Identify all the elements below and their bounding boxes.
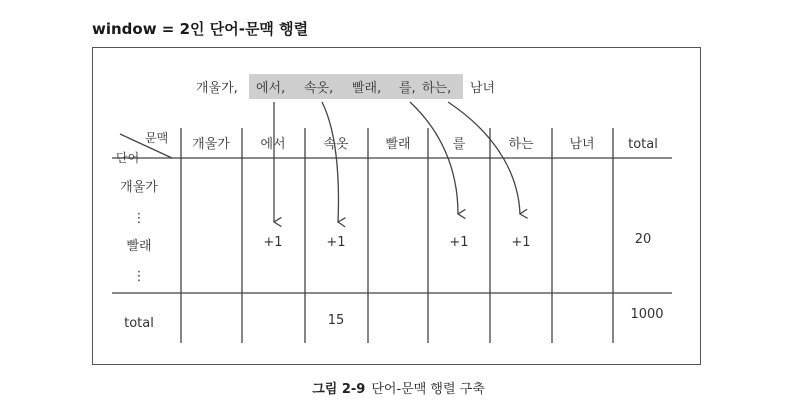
sentence-word: 빨래, — [352, 81, 382, 96]
grand-total-value: 1000 — [630, 307, 664, 322]
sentence-word: 를, — [399, 81, 416, 96]
sentence-word: 에서, — [256, 81, 286, 96]
caption-number: 그림 2-9 — [312, 382, 366, 397]
column-header: 에서 — [260, 137, 286, 152]
sentence-word: 하는, — [422, 81, 452, 96]
cooccurrence-cell: +1 — [511, 235, 531, 250]
sentence-word: 남녀 — [470, 81, 496, 96]
caption-text: 단어-문맥 행렬 구축 — [371, 382, 485, 397]
column-header: total — [628, 137, 658, 152]
column-header: 하는 — [508, 137, 534, 152]
column-header: 를 — [452, 137, 466, 152]
column-header: 빨래 — [385, 137, 411, 152]
corner-label-word: 단어 — [116, 151, 140, 165]
column-header: 남녀 — [569, 137, 595, 152]
corner-label-context: 문맥 — [145, 131, 169, 145]
total-row-label: total — [124, 316, 154, 331]
row-label: ⋮ — [132, 269, 146, 284]
cooccurrence-cell: +1 — [326, 235, 346, 250]
row-total-value: 20 — [634, 232, 652, 247]
column-header: 개울가 — [192, 137, 230, 152]
column-header: 속옷 — [323, 137, 349, 152]
figure-caption — [0, 378, 797, 397]
sentence-word: 속옷, — [304, 81, 334, 96]
sentence-word: 개울가, — [196, 81, 238, 96]
row-label: 빨래 — [126, 239, 152, 254]
cooccurrence-cell: +1 — [263, 235, 283, 250]
cooccurrence-cell: +1 — [449, 235, 469, 250]
arrow-속옷 — [322, 102, 338, 222]
row-label: ⋮ — [132, 211, 146, 226]
figure-heading: window = 2인 단어-문맥 행렬 — [92, 20, 309, 38]
row-label: 개울가 — [120, 180, 158, 195]
column-total-value: 15 — [327, 313, 345, 328]
